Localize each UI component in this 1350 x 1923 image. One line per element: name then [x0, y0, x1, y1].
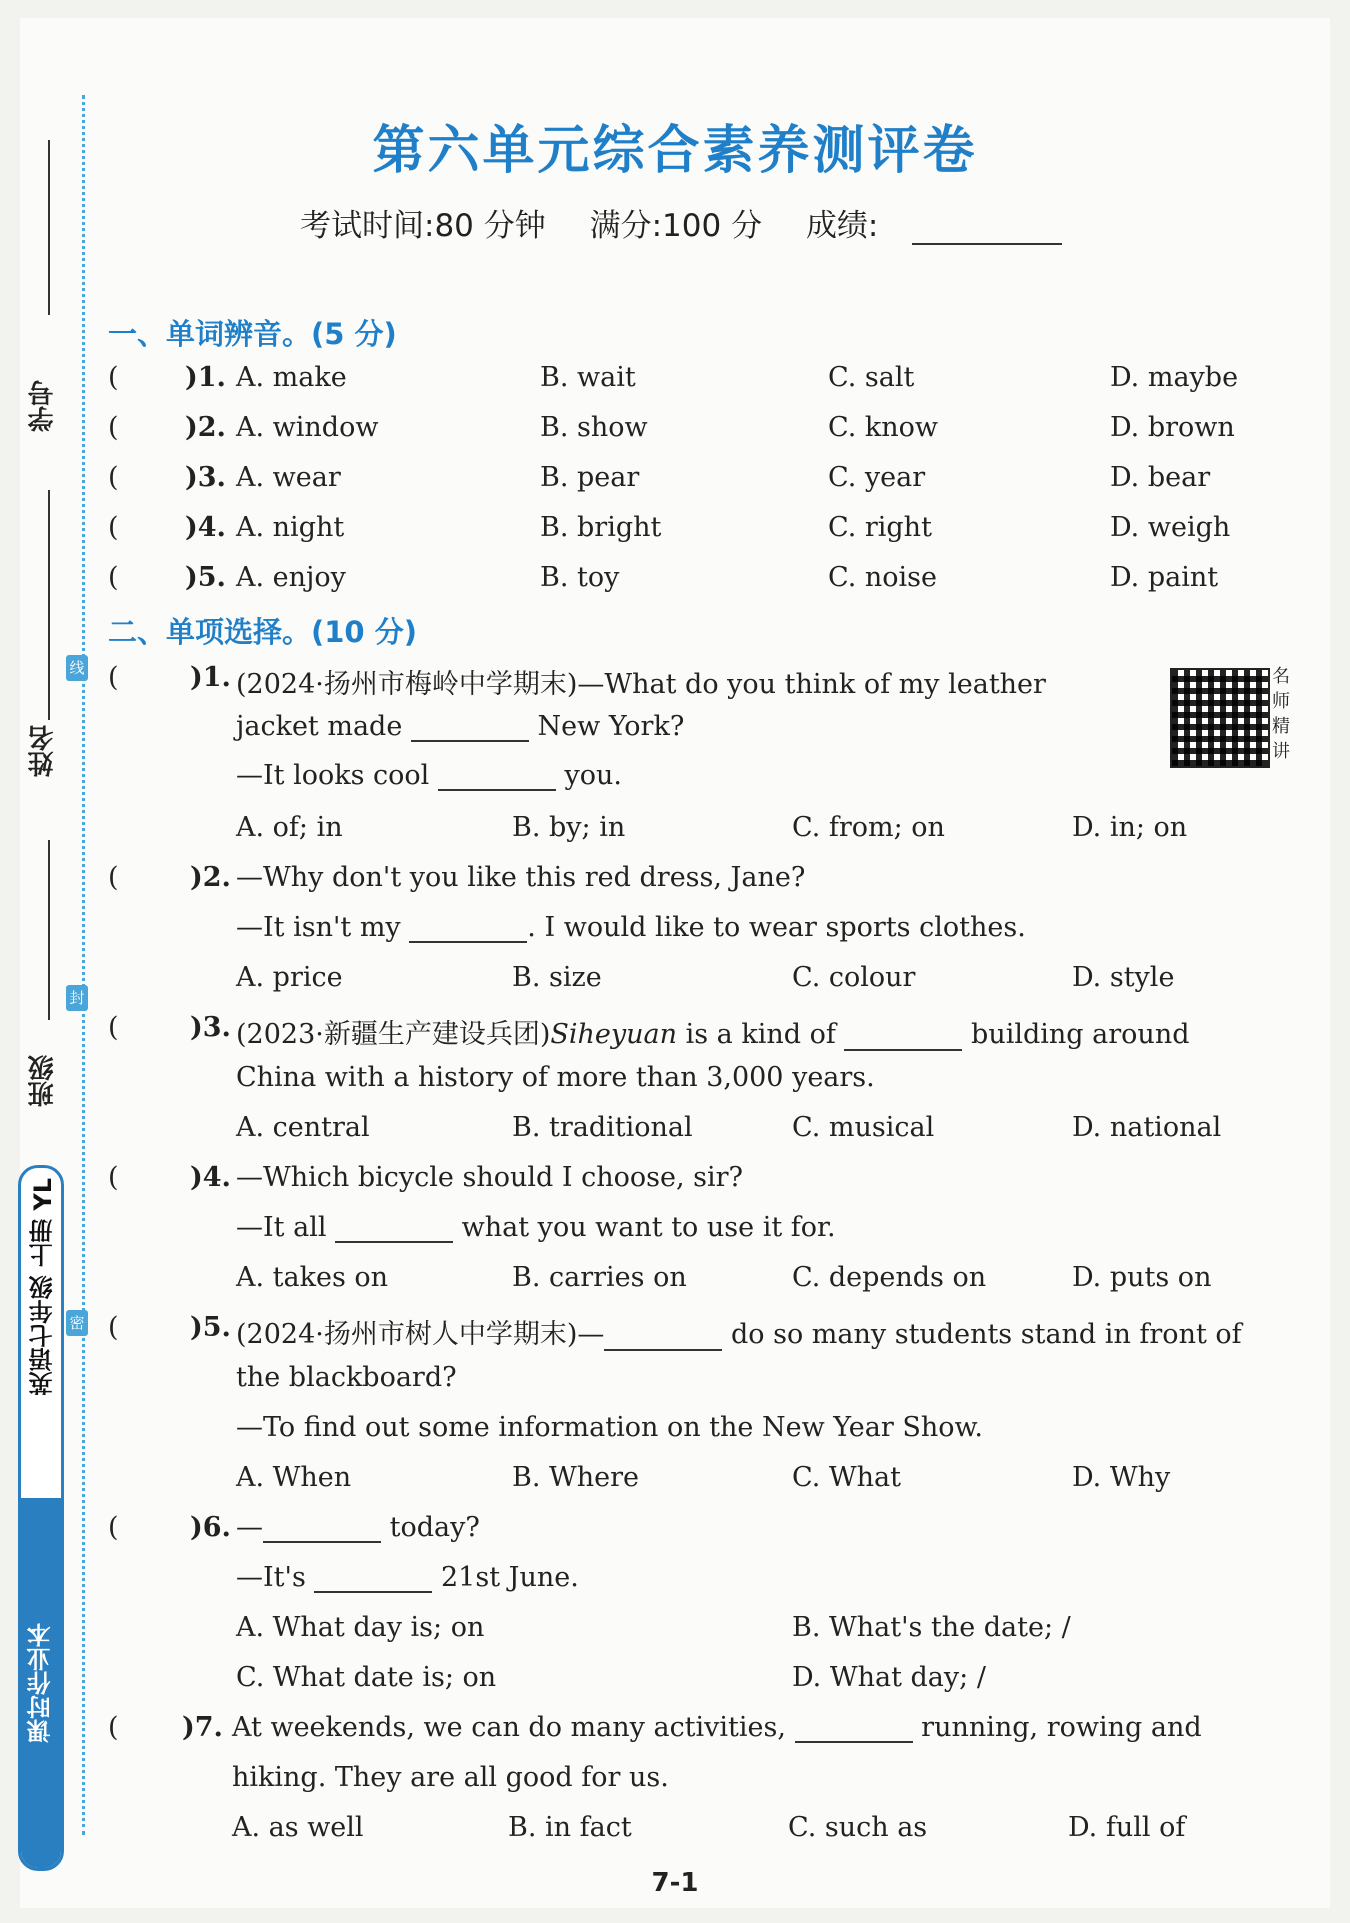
s1-option-a[interactable]: A. wear — [236, 462, 341, 493]
s1-option-b[interactable]: B. wait — [540, 362, 636, 393]
q4-option-b[interactable]: B. carries on — [512, 1262, 687, 1293]
q3-l1i: Siheyuan — [550, 1019, 678, 1050]
q4-line1: —Which bicycle should I choose, sir? — [236, 1162, 744, 1193]
exam-grade-label: 成绩: — [805, 208, 879, 244]
q7-number: )7. — [182, 1712, 223, 1743]
q7-option-d[interactable]: D. full of — [1068, 1812, 1186, 1843]
s1-item-number: )4. — [185, 512, 226, 543]
s1-option-d[interactable]: D. brown — [1110, 412, 1235, 443]
s1-option-c[interactable]: C. noise — [828, 562, 937, 593]
q5-l1a: (2024·扬州市树人中学期末)— — [236, 1319, 605, 1350]
exam-full-score: 满分:100 分 — [589, 208, 763, 244]
q2-l2a: —It isn't my — [236, 912, 401, 943]
q1-l3b: you. — [564, 760, 622, 791]
q7-line2: hiking. They are all good for us. — [232, 1762, 669, 1793]
q1-line3 — [236, 760, 622, 791]
brand-label: 课时作业本 — [21, 1498, 61, 1868]
q3-l1b: is a kind of — [677, 1019, 836, 1050]
q1-l2b: New York? — [537, 711, 685, 742]
q3-line2: China with a history of more than 3,000 years. — [236, 1062, 875, 1093]
q6-paren[interactable]: ( — [108, 1512, 119, 1543]
q1-option-c[interactable]: C. from; on — [792, 812, 945, 843]
q2-option-c[interactable]: C. colour — [792, 962, 916, 993]
s1-option-a[interactable]: A. window — [236, 412, 379, 443]
s1-option-c[interactable]: C. right — [828, 512, 932, 543]
q6-l2a: —It's — [236, 1562, 306, 1593]
q4-blank[interactable] — [335, 1215, 453, 1243]
q1-line2 — [236, 711, 684, 742]
book-spine — [18, 1165, 64, 1871]
q3-l1a: (2023·新疆生产建设兵团) — [236, 1019, 551, 1050]
q1-option-a[interactable]: A. of; in — [236, 812, 343, 843]
seal-xian: 线 — [66, 655, 88, 681]
exam-meta — [300, 200, 1062, 245]
q4-option-a[interactable]: A. takes on — [236, 1262, 389, 1293]
s1-option-b[interactable]: B. pear — [540, 462, 640, 493]
s1-option-b[interactable]: B. toy — [540, 562, 620, 593]
q1-number: )1. — [190, 662, 231, 693]
q2-option-d[interactable]: D. style — [1072, 962, 1175, 993]
page-title: 第六单元综合素养测评卷 — [372, 121, 978, 181]
q1-blank2[interactable] — [438, 763, 556, 791]
q5-option-a[interactable]: A. When — [236, 1462, 352, 1493]
banji-label: 班级 — [28, 1055, 58, 1107]
q7-blank[interactable] — [795, 1715, 913, 1743]
xuehao-label: 学号 — [28, 380, 58, 432]
s1-option-b[interactable]: B. show — [540, 412, 648, 443]
cut-line — [82, 95, 85, 1835]
q3-option-b[interactable]: B. traditional — [512, 1112, 693, 1143]
q7-l1a: At weekends, we can do many activities, — [232, 1712, 786, 1743]
q3-option-d[interactable]: D. national — [1072, 1112, 1222, 1143]
q6-option-c[interactable]: C. What date is; on — [236, 1662, 497, 1693]
q2-option-b[interactable]: B. size — [512, 962, 602, 993]
s1-option-d[interactable]: D. maybe — [1110, 362, 1239, 393]
s1-option-c[interactable]: C. salt — [828, 362, 915, 393]
seal-feng: 封 — [66, 985, 88, 1011]
s1-option-d[interactable]: D. paint — [1110, 562, 1219, 593]
q2-line2 — [236, 912, 1026, 943]
q3-option-c[interactable]: C. musical — [792, 1112, 935, 1143]
q2-option-a[interactable]: A. price — [236, 962, 343, 993]
s1-answer-paren[interactable]: ( — [108, 562, 119, 593]
q5-line1 — [236, 1312, 1242, 1351]
section1-title: 一、单词辨音。(5 分) — [108, 317, 397, 351]
q7-line1 — [232, 1712, 1202, 1743]
s1-option-d[interactable]: D. weigh — [1110, 512, 1231, 543]
s1-option-d[interactable]: D. bear — [1110, 462, 1211, 493]
s1-item-number: )3. — [185, 462, 226, 493]
q1-paren[interactable]: ( — [108, 662, 119, 693]
q6-l1a: — — [236, 1512, 263, 1543]
q5-paren[interactable]: ( — [108, 1312, 119, 1343]
q1-option-b[interactable]: B. by; in — [512, 812, 626, 843]
q1-l3a: —It looks cool — [236, 760, 430, 791]
xingming-label: 姓名 — [28, 725, 58, 777]
s1-option-a[interactable]: A. night — [236, 512, 345, 543]
page-number: 7-1 — [651, 1868, 699, 1898]
q1-l2a: jacket made — [236, 711, 403, 742]
s1-item-number: )2. — [185, 412, 226, 443]
q7-option-a[interactable]: A. as well — [232, 1812, 364, 1843]
q6-line2 — [236, 1562, 579, 1593]
xingming-line[interactable] — [48, 490, 50, 720]
s1-answer-paren[interactable]: ( — [108, 462, 119, 493]
seal-mi: 密 — [66, 1310, 88, 1336]
q5-number: )5. — [190, 1312, 231, 1343]
q5-option-d[interactable]: D. Why — [1072, 1462, 1171, 1493]
s1-option-c[interactable]: C. year — [828, 462, 926, 493]
q6-number: )6. — [190, 1512, 231, 1543]
q6-l2b: 21st June. — [440, 1562, 579, 1593]
q2-l2b: . I would like to wear sports clothes. — [527, 912, 1026, 943]
banji-line[interactable] — [48, 840, 50, 1020]
q3-blank[interactable] — [844, 1023, 962, 1051]
q1-option-d[interactable]: D. in; on — [1072, 812, 1188, 843]
q4-l2b: what you want to use it for. — [461, 1212, 836, 1243]
q5-line2: the blackboard? — [236, 1362, 457, 1393]
exam-time: 考试时间:80 分钟 — [300, 208, 546, 244]
q3-l1c: building around — [971, 1019, 1190, 1050]
s1-option-a[interactable]: A. enjoy — [236, 562, 346, 593]
q5-option-c[interactable]: C. What — [792, 1462, 901, 1493]
s1-option-c[interactable]: C. know — [828, 412, 938, 443]
q6-line1 — [236, 1512, 480, 1543]
q4-option-d[interactable]: D. puts on — [1072, 1262, 1212, 1293]
q5-option-b[interactable]: B. Where — [512, 1462, 640, 1493]
s1-answer-paren[interactable]: ( — [108, 362, 119, 393]
q6-option-d[interactable]: D. What day; / — [792, 1662, 986, 1693]
q7-l1b: running, rowing and — [921, 1712, 1202, 1743]
q1-blank1[interactable] — [411, 714, 529, 742]
q6-blank2[interactable] — [314, 1565, 432, 1593]
q5-l1b: do so many students stand in front of — [730, 1319, 1242, 1350]
q2-paren[interactable]: ( — [108, 862, 119, 893]
s1-option-a[interactable]: A. make — [236, 362, 347, 393]
q4-number: )4. — [190, 1162, 231, 1193]
s1-option-b[interactable]: B. bright — [540, 512, 662, 543]
q3-number: )3. — [190, 1012, 231, 1043]
q7-paren[interactable]: ( — [108, 1712, 119, 1743]
q6-l1b: today? — [389, 1512, 480, 1543]
q7-option-b[interactable]: B. in fact — [508, 1812, 632, 1843]
qr-label: 名师精讲 — [1272, 666, 1290, 762]
q6-blank1[interactable] — [263, 1515, 381, 1543]
q4-option-c[interactable]: C. depends on — [792, 1262, 987, 1293]
q4-line2 — [236, 1212, 836, 1243]
q6-option-b[interactable]: B. What's the date; / — [792, 1612, 1071, 1643]
q3-option-a[interactable]: A. central — [236, 1112, 370, 1143]
qr-code[interactable] — [1170, 668, 1270, 768]
grade-blank[interactable] — [912, 213, 1062, 245]
s1-answer-paren[interactable]: ( — [108, 412, 119, 443]
q3-paren[interactable]: ( — [108, 1012, 119, 1043]
q2-blank[interactable] — [409, 915, 527, 943]
q2-line1: —Why don't you like this red dress, Jane? — [236, 862, 806, 893]
q3-line1 — [236, 1012, 1190, 1051]
book-title: 英语七年级 上册 YL — [29, 1178, 57, 1396]
section2-title: 二、单项选择。(10 分) — [108, 615, 417, 649]
q1-line1: (2024·扬州市梅岭中学期末)—What do you think of my leather — [236, 669, 1046, 700]
s1-item-number: )5. — [185, 562, 226, 593]
q5-line3: —To find out some information on the New Year Show. — [236, 1412, 983, 1443]
q4-l2a: —It all — [236, 1212, 327, 1243]
q6-option-a[interactable]: A. What day is; on — [236, 1612, 485, 1643]
s1-item-number: )1. — [185, 362, 226, 393]
q4-paren[interactable]: ( — [108, 1162, 119, 1193]
q2-number: )2. — [190, 862, 231, 893]
q5-blank[interactable] — [604, 1323, 722, 1351]
q7-option-c[interactable]: C. such as — [788, 1812, 928, 1843]
s1-answer-paren[interactable]: ( — [108, 512, 119, 543]
